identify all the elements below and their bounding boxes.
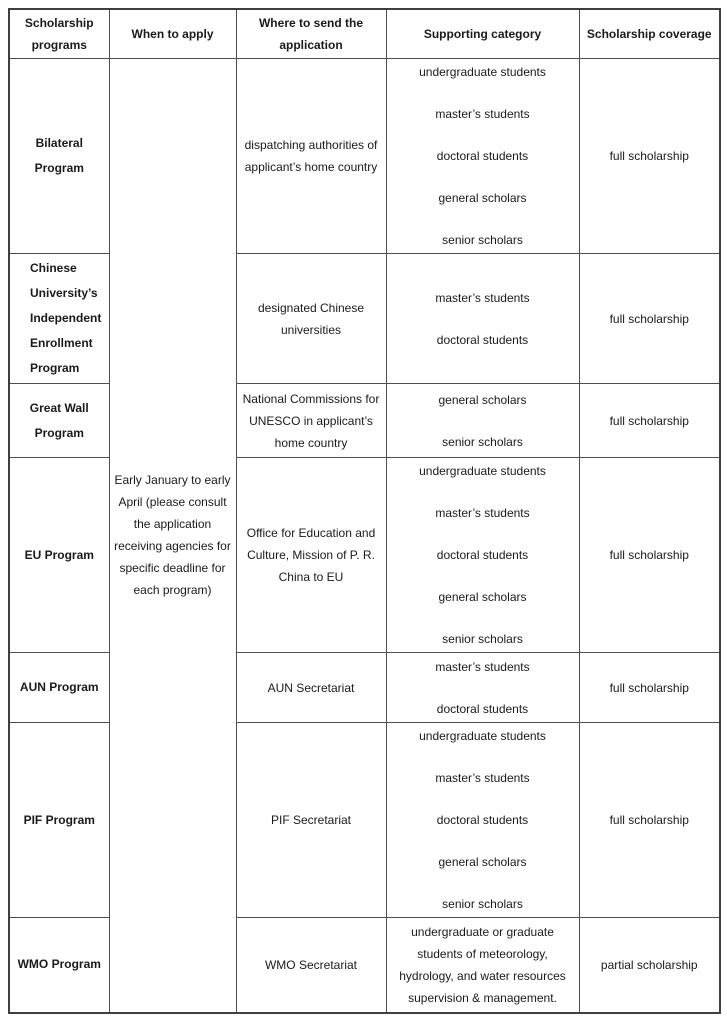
coverage-cell: partial scholarship bbox=[579, 918, 720, 1013]
where-cell: Office for Education and Culture, Mission of P. R. China to EU bbox=[236, 458, 386, 653]
header-cell-where-to-send: Where to send the application bbox=[236, 9, 386, 59]
category-item: general scholars bbox=[438, 392, 527, 407]
category-item: general scholars bbox=[438, 855, 527, 869]
program-cell: WMO Program bbox=[9, 918, 109, 1013]
categories-cell bbox=[386, 59, 579, 254]
category-item: general scholars bbox=[438, 191, 527, 205]
category-item: undergraduate students bbox=[419, 729, 546, 743]
coverage-cell: full scholarship bbox=[579, 254, 720, 384]
where-cell: designated Chinese universities bbox=[236, 254, 386, 384]
category-item: general scholars bbox=[438, 590, 527, 604]
category-item: undergraduate students bbox=[419, 464, 546, 478]
categories-cell bbox=[386, 653, 579, 723]
table-row-bilateral bbox=[9, 59, 720, 254]
where-cell: National Commissions for UNESCO in applicant’s home country bbox=[236, 384, 386, 458]
header-row bbox=[9, 9, 720, 59]
category-item: senior scholars bbox=[442, 632, 523, 646]
category-item: master’s students bbox=[435, 659, 530, 674]
header-cell-when-to-apply: When to apply bbox=[109, 9, 236, 59]
scholarship-table bbox=[8, 8, 721, 1014]
category-item: master’s students bbox=[435, 771, 530, 785]
where-cell: WMO Secretariat bbox=[236, 918, 386, 1013]
category-item: senior scholars bbox=[442, 233, 523, 247]
category-item: undergraduate or graduate students of meteorology, hydrology, and water resources supervision & management. bbox=[399, 924, 566, 1005]
where-cell: AUN Secretariat bbox=[236, 653, 386, 723]
categories-cell bbox=[386, 254, 579, 384]
category-item: doctoral students bbox=[436, 701, 529, 716]
categories-cell bbox=[386, 458, 579, 653]
category-item: doctoral students bbox=[436, 332, 529, 347]
categories-cell bbox=[386, 918, 579, 1013]
category-item: senior scholars bbox=[442, 897, 523, 911]
coverage-cell: full scholarship bbox=[579, 59, 720, 254]
when-to-apply-cell: Early January to early April (please consult the application receiving agencies for specific deadline for each program) bbox=[109, 59, 236, 1013]
coverage-cell: full scholarship bbox=[579, 653, 720, 723]
where-cell: dispatching authorities of applicant’s home country bbox=[236, 59, 386, 254]
category-item: doctoral students bbox=[436, 548, 529, 562]
category-item: doctoral students bbox=[436, 813, 529, 827]
program-cell: AUN Program bbox=[9, 653, 109, 723]
program-cell: Bilateral Program bbox=[9, 59, 109, 254]
category-item: master’s students bbox=[435, 290, 530, 305]
category-item: doctoral students bbox=[436, 149, 529, 163]
program-cell: Great Wall Program bbox=[9, 384, 109, 458]
coverage-cell: full scholarship bbox=[579, 458, 720, 653]
program-cell: Chinese University’s Independent Enrollment Program bbox=[9, 254, 109, 384]
category-item: senior scholars bbox=[442, 434, 523, 449]
coverage-cell: full scholarship bbox=[579, 723, 720, 918]
header-cell-scholarship-programs: Scholarship programs bbox=[9, 9, 109, 59]
program-cell: PIF Program bbox=[9, 723, 109, 918]
program-cell: EU Program bbox=[9, 458, 109, 653]
category-item: master’s students bbox=[435, 506, 530, 520]
category-item: undergraduate students bbox=[419, 65, 546, 79]
header-cell-supporting-category: Supporting category bbox=[386, 9, 579, 59]
coverage-cell: full scholarship bbox=[579, 384, 720, 458]
category-item: master’s students bbox=[435, 107, 530, 121]
where-cell: PIF Secretariat bbox=[236, 723, 386, 918]
categories-cell bbox=[386, 723, 579, 918]
header-cell-scholarship-coverage: Scholarship coverage bbox=[579, 9, 720, 59]
categories-cell bbox=[386, 384, 579, 458]
